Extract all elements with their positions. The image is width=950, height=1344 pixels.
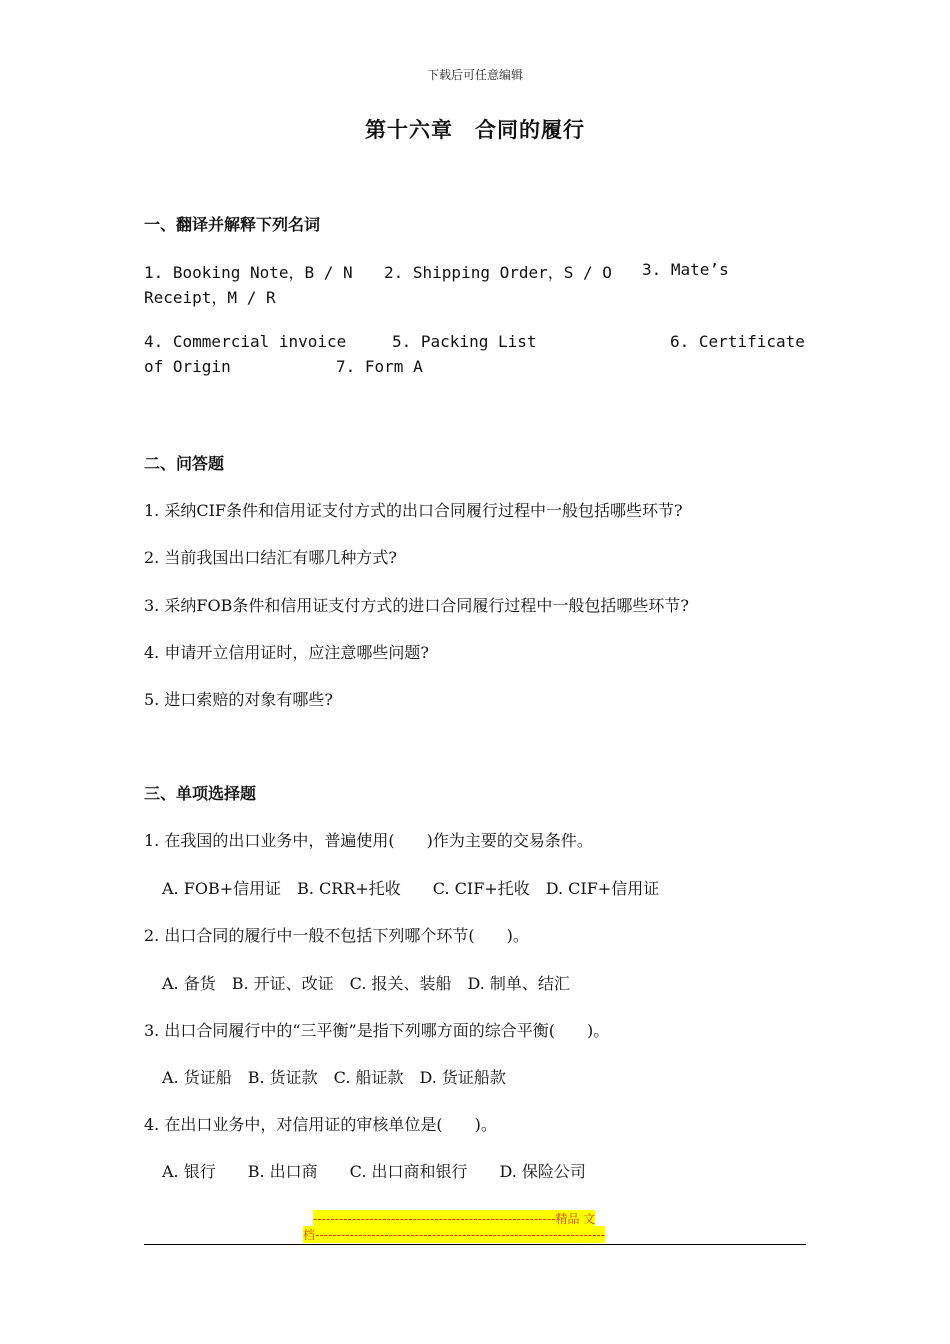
question-3: 3. 采纳FOB条件和信用证支付方式的进口合同履行过程中一般包括哪些环节?: [144, 596, 689, 615]
choice-options-3: A. 货证船 B. 货证款 C. 船证款 D. 货证船款: [162, 1068, 506, 1087]
choice-options-1: A. FOB+信用证 B. CRR+托收 C. CIF+托收 D. CIF+信用证: [162, 879, 660, 898]
question-4: 4. 申请开立信用证时，应注意哪些问题?: [144, 643, 429, 662]
term-3: 3. Mate’s: [642, 260, 729, 279]
footer-rule: [144, 1244, 806, 1245]
question-2: 2. 当前我国出口结汇有哪几种方式?: [144, 548, 397, 567]
question-5: 5. 进口索赔的对象有哪些?: [144, 690, 333, 709]
section2-heading: 二、问答题: [144, 454, 225, 473]
term-2: 2. Shipping Order，S / O: [384, 263, 612, 282]
chapter-title: 第十六章 合同的履行: [365, 118, 585, 142]
term-4: 4. Commercial invoice: [144, 332, 347, 351]
term-3-cont: Receipt，M / R: [144, 288, 276, 307]
choice-question-4: 4. 在出口业务中，对信用证的审核单位是( )。: [144, 1115, 497, 1134]
term-6: 6. Certificate: [670, 332, 805, 351]
term-1: 1. Booking Note，B / N: [144, 263, 353, 282]
term-6-cont: of Origin: [144, 357, 231, 376]
choice-options-2: A. 备货 B. 开证、改证 C. 报关、装船 D. 制单、结汇: [162, 974, 570, 993]
choice-question-1: 1. 在我国的出口业务中，普遍使用( )作为主要的交易条件。: [144, 831, 593, 850]
footer-watermark-line2: 档-------------------------------------------------------------------: [303, 1228, 606, 1242]
question-1: 1. 采纳CIF条件和信用证支付方式的出口合同履行过程中一般包括哪些环节?: [144, 501, 683, 520]
page-header: 下载后可任意编辑: [426, 68, 523, 82]
choice-question-2: 2. 出口合同的履行中一般不包括下列哪个环节( )。: [144, 926, 529, 945]
term-5: 5. Packing List: [392, 332, 537, 351]
term-7: 7. Form A: [336, 357, 423, 376]
choice-question-3: 3. 出口合同履行中的“三平衡”是指下列哪方面的综合平衡( )。: [144, 1021, 610, 1040]
section1-heading: 一、翻译并解释下列名词: [144, 215, 321, 234]
choice-options-4: A. 银行 B. 出口商 C. 出口商和银行 D. 保险公司: [162, 1162, 586, 1181]
footer-watermark-line1: --------------------------------------------------------精品 文: [313, 1212, 596, 1226]
section3-heading: 三、单项选择题: [144, 784, 257, 803]
